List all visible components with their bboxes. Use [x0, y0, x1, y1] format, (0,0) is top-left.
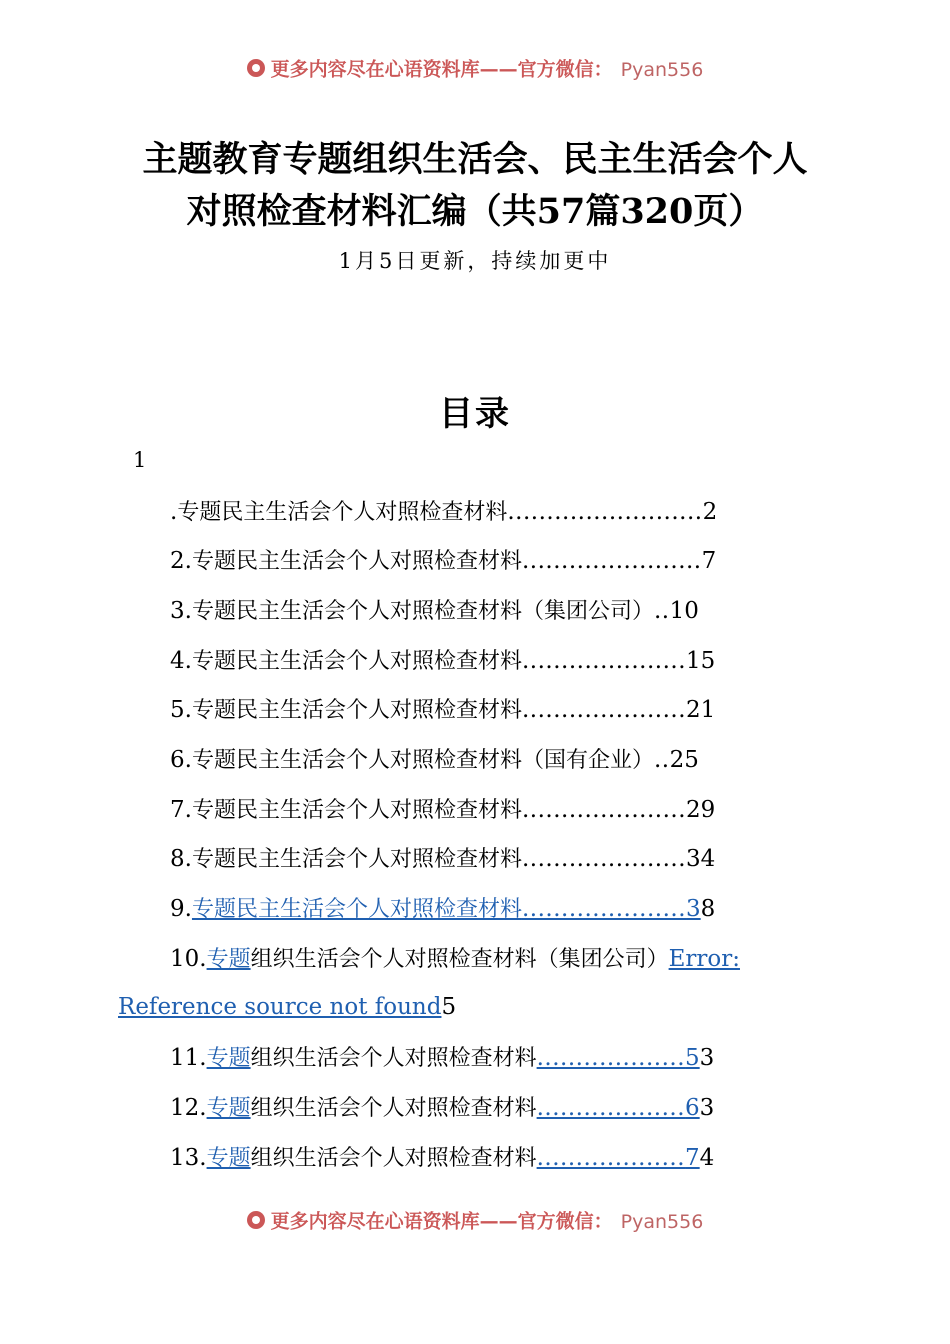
toc-entry-prefix: 11.: [170, 1045, 207, 1071]
brand-logo-icon: [247, 59, 265, 77]
toc-entry-prefix: 5.: [170, 697, 192, 723]
watermark-text: 更多内容尽在心语资料库——官方微信：: [270, 1210, 613, 1232]
toc-entry-link-dots: ...................: [536, 1095, 686, 1121]
toc-entry-page: 21: [686, 697, 716, 723]
toc-entry-prefix: 8.: [170, 846, 192, 872]
toc-first-number: 1: [133, 448, 147, 472]
toc-entry-13[interactable]: [170, 1141, 714, 1175]
toc-entry-page: 34: [686, 846, 716, 872]
toc-entry-text: 专题民主生活会个人对照检查材料（国有企业）: [191, 748, 654, 773]
toc-entry-12[interactable]: [170, 1091, 714, 1125]
toc-entry-prefix: 13.: [170, 1145, 207, 1171]
toc-entry-9[interactable]: [170, 892, 715, 926]
toc-entry-page: 15: [686, 648, 716, 674]
toc-entry-link-page: 6: [685, 1095, 700, 1121]
toc-entry-link-tail[interactable]: [537, 1045, 700, 1071]
document-title-line2: 对照检查材料汇编（共57篇320页）: [186, 191, 764, 232]
toc-entry-page: 10: [669, 598, 699, 624]
toc-entry-1[interactable]: [170, 495, 717, 529]
toc-entry-dots: .........................: [507, 499, 703, 525]
toc-entry-prefix: 4.: [170, 648, 192, 674]
toc-entry-dots: .......................: [521, 548, 702, 574]
toc-entry-tail: 3: [699, 1045, 715, 1071]
toc-entry-dots: ..: [653, 747, 670, 773]
toc-entry-text: 专题民主生活会个人对照检查材料: [191, 698, 522, 723]
toc-entry-dots: .....................: [521, 846, 687, 872]
toc-entry-dots: ..: [653, 598, 670, 624]
toc-entry-prefix: 9.: [170, 896, 192, 922]
update-note: 1月5日更新，持续加更中: [338, 249, 612, 273]
toc-entry-dots: .....................: [521, 797, 687, 823]
toc-entry-text: 专题民主生活会个人对照检查材料: [177, 500, 508, 525]
toc-entry-text: 专题民主生活会个人对照检查材料（集团公司）: [191, 599, 654, 624]
watermark-top: [0, 58, 950, 80]
watermark-id: Pyan556: [620, 58, 704, 80]
toc-entry-tail: 8: [700, 896, 716, 922]
toc-entry-link-dots: ...................: [536, 1045, 686, 1071]
toc-entry-page: 25: [669, 747, 699, 773]
toc-entry-text: 组织生活会个人对照检查材料（集团公司）: [250, 947, 669, 972]
toc-entry-7[interactable]: [170, 793, 715, 827]
watermark-text: 更多内容尽在心语资料库——官方微信：: [270, 58, 613, 80]
toc-entry-prefix: 3.: [170, 598, 192, 624]
toc-entry-link-dots: .....................: [521, 896, 687, 922]
toc-entry-link-tail[interactable]: [537, 1095, 700, 1121]
toc-entry-link-page: 7: [685, 1145, 700, 1171]
toc-entry-4[interactable]: [170, 644, 715, 678]
watermark-id: Pyan556: [620, 1210, 704, 1232]
toc-entry-prefix: 10.: [170, 946, 207, 972]
toc-entry-8[interactable]: [170, 842, 715, 876]
toc-entry-tail: 3: [699, 1095, 715, 1121]
toc-entry-link-dots: ...................: [536, 1145, 686, 1171]
toc-entry-link[interactable]: 专题: [206, 947, 251, 972]
toc-entry-prefix: 7.: [170, 797, 192, 823]
toc-entry-text: 专题民主生活会个人对照检查材料: [191, 798, 522, 823]
toc-entry-tail: 4: [699, 1145, 715, 1171]
toc-entry-5[interactable]: [170, 693, 715, 727]
toc-entry-link[interactable]: 专题: [206, 1146, 251, 1171]
toc-entry-link-page: 3: [686, 896, 701, 922]
toc-entry-link-text: 专题民主生活会个人对照检查材料: [191, 897, 522, 922]
toc-entry-page: 29: [686, 797, 716, 823]
toc-entry-2[interactable]: [170, 544, 716, 578]
brand-logo-icon: [247, 1211, 265, 1229]
toc-entry-10-continuation[interactable]: [118, 990, 456, 1024]
toc-entry-tail: 5: [441, 994, 457, 1020]
toc-entry-text: 组织生活会个人对照检查材料: [250, 1146, 537, 1171]
toc-entry-prefix: .: [170, 499, 178, 525]
toc-entry-text: 组织生活会个人对照检查材料: [250, 1046, 537, 1071]
toc-error-link-continued[interactable]: Reference source not found: [118, 994, 442, 1020]
toc-entry-link[interactable]: [192, 896, 701, 922]
toc-error-link[interactable]: Error:: [668, 946, 740, 972]
toc-entry-prefix: 6.: [170, 747, 192, 773]
toc-entry-10[interactable]: [170, 942, 740, 976]
toc-entry-link-tail[interactable]: [537, 1145, 700, 1171]
document-title-line1: 主题教育专题组织生活会、民主生活会个人: [142, 139, 808, 180]
toc-entry-dots: .....................: [521, 697, 687, 723]
toc-entry-text: 专题民主生活会个人对照检查材料: [191, 847, 522, 872]
toc-entry-page: 7: [701, 548, 717, 574]
toc-entry-11[interactable]: [170, 1041, 714, 1075]
toc-entry-text: 组织生活会个人对照检查材料: [250, 1096, 537, 1121]
toc-entry-link[interactable]: 专题: [206, 1096, 251, 1121]
toc-entry-link-page: 5: [685, 1045, 700, 1071]
toc-entry-page: 2: [702, 499, 718, 525]
toc-entry-3[interactable]: [170, 594, 699, 628]
watermark-bottom: [0, 1210, 950, 1232]
toc-entry-prefix: 12.: [170, 1095, 207, 1121]
toc-entry-6[interactable]: [170, 743, 699, 777]
toc-entry-prefix: 2.: [170, 548, 192, 574]
toc-heading: 目录: [439, 394, 511, 434]
toc-entry-text: 专题民主生活会个人对照检查材料: [191, 649, 522, 674]
toc-entry-link[interactable]: 专题: [206, 1046, 251, 1071]
toc-entry-text: 专题民主生活会个人对照检查材料: [191, 549, 522, 574]
toc-entry-dots: .....................: [521, 648, 687, 674]
